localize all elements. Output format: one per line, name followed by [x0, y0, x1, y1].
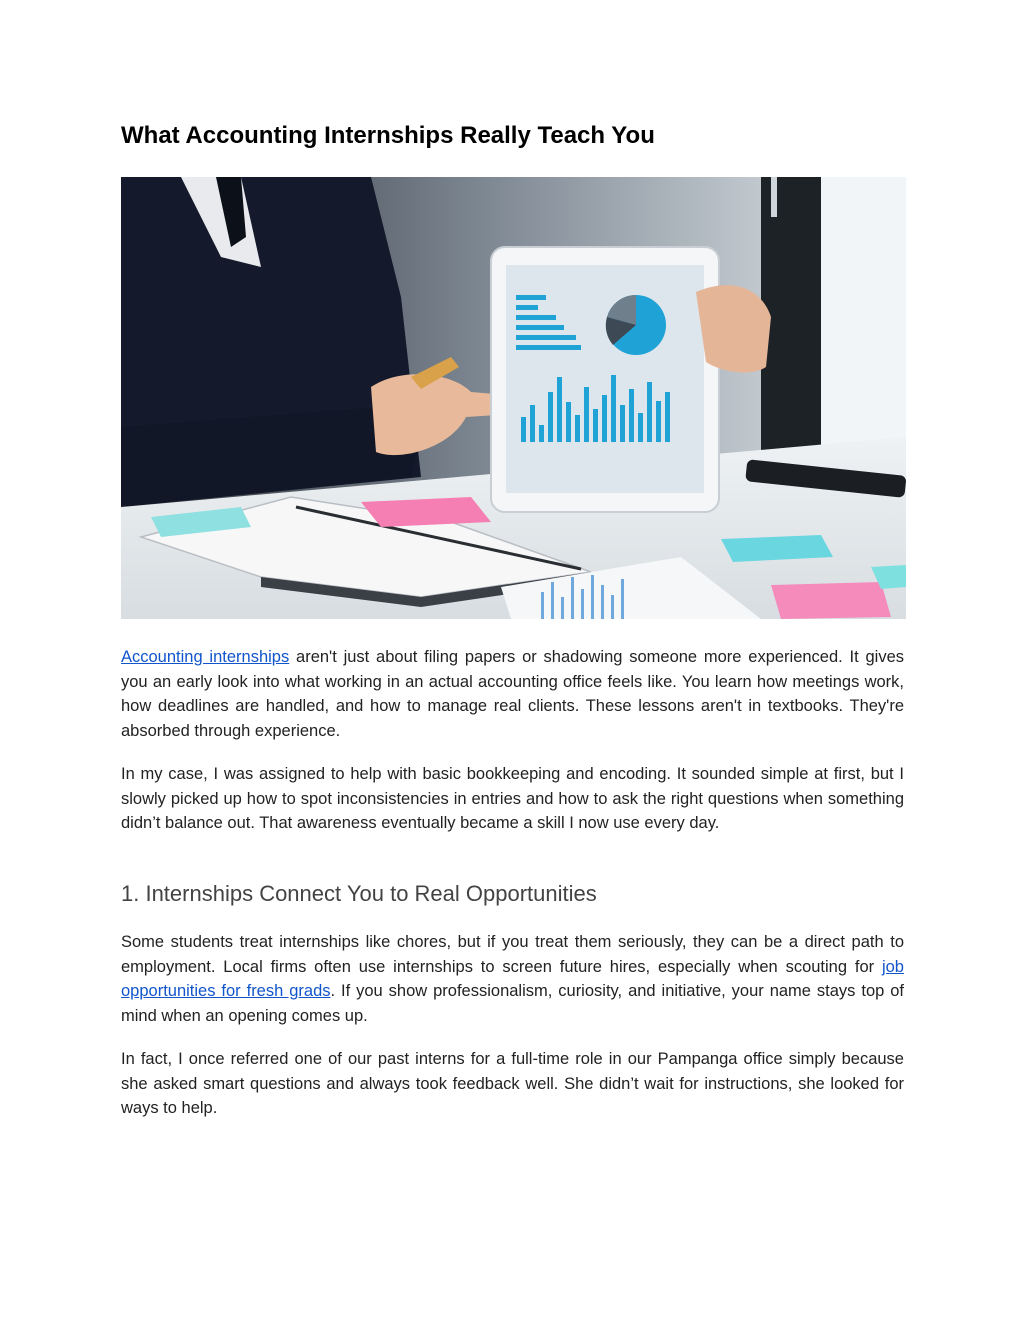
paragraph-1-body: aren't just about filing papers or shadowing someone more experienced. It gives you an early look into what working in an actual accounting office feels like. You learn how meetings work, how deadlines are handled, and how to manage real clients. These lessons aren't in textbooks. They're absorbed through experience. [121, 648, 905, 740]
paragraph-2 [121, 762, 904, 836]
section-1-heading: 1. Internships Connect You to Real Opportunities [121, 881, 597, 906]
paragraph-4 [121, 1047, 904, 1121]
paragraph-1-text [121, 645, 904, 743]
paragraph-3-after: . If you show professionalism, curiosity, and initiative, your name stays top of mind when an opening comes up. [121, 982, 904, 1025]
paragraph-3-text [121, 930, 904, 1028]
hero-image [121, 177, 906, 619]
paragraph-2-text: In my case, I was assigned to help with basic bookkeeping and encoding. It sounded simple at first, but I slowly picked up how to spot inconsistencies in entries and how to ask the right questions when something didn’t balance out. That awareness eventually became a skill I now use every day. [121, 765, 904, 832]
page-title: What Accounting Internships Really Teach You [121, 122, 655, 149]
title-wrap [121, 118, 904, 154]
paragraph-1 [121, 645, 904, 743]
section-1 [121, 879, 904, 909]
business-tablet-chart-photo-icon [121, 177, 906, 619]
paragraph-4-text: In fact, I once referred one of our past interns for a full-time role in our Pampanga office simply because she asked smart questions and always took feedback well. She didn’t wait for instructions, she looked for ways to help. [121, 1050, 904, 1117]
paragraph-3 [121, 930, 904, 1028]
job-opportunities-link[interactable]: job opportunities for fresh grads [121, 957, 904, 1000]
paragraph-3-before: Some students treat internships like chores, but if you treat them seriously, they can be a direct path to employment. Local firms often use internships to screen future hires, especially when scouting for [121, 933, 904, 976]
accounting-internships-link[interactable]: Accounting internships [121, 648, 290, 666]
